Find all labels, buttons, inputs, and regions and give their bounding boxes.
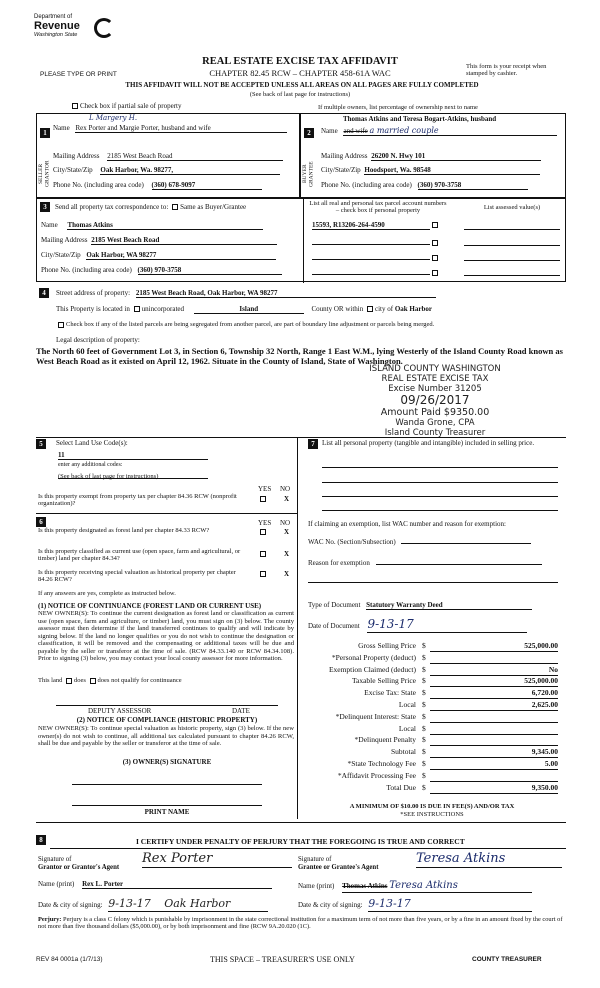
assessed-line[interactable] bbox=[464, 229, 560, 230]
parcel-row-2 bbox=[312, 237, 440, 247]
unincorporated-checkbox[interactable] bbox=[134, 306, 140, 312]
does-not-label: does not qualify for continuance bbox=[97, 677, 182, 684]
notice1-title: (1) NOTICE OF CONTINUANCE (FOREST LAND OR CURRENT USE) bbox=[38, 602, 262, 610]
land-use-label: Select Land Use Code(s): bbox=[56, 439, 128, 447]
assessed-line[interactable] bbox=[464, 245, 560, 246]
section-seller bbox=[36, 113, 300, 198]
buyer-phone-label: Phone No. (including area code) bbox=[321, 181, 412, 189]
perjury-text: Perjury is a class C felony which is punishable by imprisonment in the state correctional institution for a maximum term of not more than five years, or by a fine in an amount fixed by the court of not more than five thousand dollars ($5,000.00), or by both imprisonment and fine (RCW 9A.20.020 (1C). bbox=[38, 916, 563, 931]
deputy-label: DEPUTY ASSESSOR bbox=[88, 707, 152, 715]
fee-line-value[interactable]: No bbox=[430, 666, 558, 676]
parcel-row-4 bbox=[312, 267, 440, 277]
grantee-date-value[interactable]: 9-13-17 bbox=[368, 898, 532, 912]
see-instructions: *SEE INSTRUCTIONS bbox=[400, 811, 464, 818]
seller-side-label: SELLER GRANTOR bbox=[38, 160, 51, 188]
parcel-line[interactable] bbox=[312, 252, 430, 260]
grantee-sig-label bbox=[298, 856, 378, 872]
section-3-number: 3 bbox=[40, 202, 50, 212]
corr-mailing-value[interactable]: 2185 West Beach Road bbox=[91, 236, 277, 245]
parcel-personal-checkbox[interactable] bbox=[432, 240, 438, 246]
fee-line bbox=[298, 641, 566, 652]
notice1-text: NEW OWNER(S): To continue the current designation as forest land or classification as current use (open space, farm and agriculture, or timber) land, you must sign on (3) below. The county assessor must then determine if the land transferred continues to qualify and will indicate by signing below. If the land no longer qualifies or you do not wish to continue the designation or classification, it will be removed and the compensating or additional taxes will be due and payable by the seller or transferor at the time of sale. (RCW 84.33.140 or RCW 84.34.108). Prior to signing (3) below, you may contact your local county assessor for more information. bbox=[38, 610, 294, 663]
fee-line-dollar: $ bbox=[422, 664, 426, 674]
grantor-date-label: Date & city of signing: bbox=[38, 901, 103, 909]
minimum-note: A MINIMUM OF $10.00 IS DUE IN FEE(S) AND/OR TAX bbox=[349, 803, 515, 810]
grantee-name-value[interactable] bbox=[342, 880, 532, 893]
grantee-sig-label2: Grantee or Grantee's Agent bbox=[298, 863, 379, 871]
chapter-line: CHAPTER 82.45 RCW – CHAPTER 458-61A WAC bbox=[209, 68, 391, 78]
corr-name-row bbox=[41, 221, 263, 230]
assessed-line[interactable] bbox=[464, 275, 560, 276]
stamp-signer: Wanda Grone, CPA bbox=[395, 418, 475, 429]
yes-header-5: YES bbox=[258, 485, 272, 493]
exempt-question: Is this property exempt from property tax per chapter 84.36 RCW (nonprofit organization)? bbox=[38, 493, 237, 508]
legal-text: The North 60 feet of Government Lot 3, in Section 6, Township 32 North, Range 1 East W.M., lying Westerly of the Island County Road known as West Beach Road as it existed on April 12, 1962. Situate in the County of Island, State of Washington. bbox=[36, 346, 563, 367]
parcel-row-3 bbox=[312, 252, 440, 262]
land-use-code[interactable]: 11 bbox=[58, 451, 208, 460]
street-value[interactable]: 2185 West Beach Road, Oak Harbor, WA 98277 bbox=[136, 289, 436, 298]
personal-property-line[interactable] bbox=[322, 496, 558, 497]
dor-logo bbox=[34, 14, 114, 54]
seller-name-label: Name bbox=[53, 124, 70, 132]
historic-yes-checkbox[interactable] bbox=[260, 571, 266, 577]
fee-line-label: Taxable Selling Price bbox=[351, 676, 416, 686]
owner-signature-line[interactable] bbox=[72, 784, 262, 785]
section-land-use bbox=[36, 437, 298, 513]
fee-line bbox=[298, 712, 566, 723]
section-1-number: 1 bbox=[40, 128, 50, 138]
parcel-line[interactable] bbox=[312, 237, 430, 245]
section-2-number: 2 bbox=[304, 128, 314, 138]
deputy-signature-line[interactable] bbox=[56, 705, 278, 706]
stamp-tax: REAL ESTATE EXCISE TAX bbox=[381, 373, 489, 384]
grantee-sig-label1: Signature of bbox=[298, 856, 332, 863]
yes-header-6: YES bbox=[258, 519, 272, 527]
corr-mailing-label: Mailing Address bbox=[41, 236, 88, 244]
warning-line: THIS AFFIDAVIT WILL NOT BE ACCEPTED UNLESS ALL AREAS ON ALL PAGES ARE FULLY COMPLETED bbox=[125, 81, 479, 89]
perjury-label: Perjury: bbox=[38, 916, 62, 923]
fee-line bbox=[298, 665, 566, 676]
grantee-name-label: Name (print) bbox=[298, 882, 335, 890]
grantor-sig-label bbox=[38, 856, 119, 872]
wac-label: WAC No. (Section/Subsection) bbox=[308, 538, 396, 546]
land-use-see-back: (See back of last page for instructions) bbox=[58, 473, 159, 480]
seller-name-value[interactable]: Rex Porter and Margie Porter, husband and wife bbox=[75, 124, 287, 133]
fee-line-dollar: $ bbox=[422, 652, 426, 662]
grantor-sig-label2: Grantor or Grantor's Agent bbox=[38, 863, 120, 871]
fee-line-value[interactable]: 5.00 bbox=[430, 760, 558, 770]
fee-line-value[interactable]: 2,625.00 bbox=[430, 701, 558, 711]
seller-handwritten-note: L Margery H. bbox=[89, 114, 138, 122]
buyer-mailing-label: Mailing Address bbox=[321, 152, 368, 160]
doc-type-value[interactable]: Statutory Warranty Deed bbox=[366, 601, 532, 610]
stamp-amount: Amount Paid $9350.00 bbox=[380, 407, 490, 419]
parcel-personal-checkbox[interactable] bbox=[432, 222, 438, 228]
same-as-buyer-checkbox[interactable] bbox=[172, 204, 178, 210]
parcel-row-1 bbox=[312, 221, 440, 230]
please-type: PLEASE TYPE OR PRINT bbox=[40, 71, 117, 78]
exempt-no-x[interactable]: X bbox=[284, 495, 290, 503]
fee-line-label: *Delinquent Interest: State bbox=[335, 711, 416, 721]
exempt-yes-checkbox[interactable] bbox=[260, 496, 266, 502]
located-row bbox=[56, 305, 432, 314]
fee-line-label: Exemption Claimed (deduct) bbox=[328, 664, 416, 674]
fee-line bbox=[298, 700, 566, 711]
parcel-column bbox=[303, 199, 567, 283]
send-correspondence-label: Send all property tax correspondence to: bbox=[55, 203, 169, 211]
seller-phone-label: Phone No. (including area code) bbox=[53, 181, 144, 189]
perjury-note bbox=[38, 916, 564, 931]
fee-line-label: Local bbox=[398, 700, 416, 709]
grantor-signature[interactable]: Rex Porter bbox=[142, 852, 292, 868]
doc-type-row bbox=[308, 601, 532, 610]
doc-date-label: Date of Document bbox=[308, 622, 360, 630]
fee-line bbox=[298, 747, 566, 758]
corr-phone-row bbox=[41, 266, 282, 275]
fee-line-dollar: $ bbox=[422, 711, 426, 721]
grantee-name-hand: Teresa Atkins bbox=[389, 880, 458, 891]
grantor-date: 9-13-17 bbox=[108, 897, 151, 910]
this-land-label: This land bbox=[38, 677, 63, 684]
fee-line-label: Subtotal bbox=[390, 747, 416, 757]
current-use-question: Is this property classified as current use (open space, farm and agricultural, or timber) land per chapter 84.34? bbox=[38, 548, 241, 563]
seller-mailing-row bbox=[53, 152, 283, 161]
fee-line-label: *State Technology Fee bbox=[347, 759, 416, 768]
partial-sale-row bbox=[70, 102, 181, 110]
multiple-owners-note: If multiple owners, list percentage of ownership next to name bbox=[318, 104, 478, 111]
fee-line-value[interactable] bbox=[430, 713, 558, 723]
print-name-line[interactable] bbox=[72, 805, 262, 806]
forest-no-x[interactable]: X bbox=[284, 528, 290, 536]
fee-line-dollar: $ bbox=[422, 688, 426, 698]
fee-line bbox=[298, 724, 566, 735]
treasurer-stamp bbox=[340, 365, 530, 439]
fee-line bbox=[298, 759, 566, 770]
notice2-title: (2) NOTICE OF COMPLIANCE (HISTORIC PROPERTY) bbox=[76, 716, 258, 724]
fee-line-value[interactable] bbox=[430, 654, 558, 664]
buyer-city-value[interactable]: Hoodsport, Wa. 98548 bbox=[364, 166, 540, 175]
section-designations bbox=[36, 513, 298, 819]
deputy-date-label: DATE bbox=[232, 707, 250, 715]
buyer-side-label: BUYER GRANTEE bbox=[302, 161, 315, 187]
corr-phone-value[interactable]: (360) 970-3758 bbox=[138, 266, 282, 275]
fee-line-value[interactable]: 9,350.00 bbox=[430, 784, 558, 794]
certify-text: I CERTIFY UNDER PENALTY OF PERJURY THAT THE FOREGOING IS TRUE AND CORRECT bbox=[136, 837, 465, 846]
fee-line bbox=[298, 676, 566, 687]
fee-line-value[interactable]: 9,345.00 bbox=[430, 748, 558, 758]
personal-property-label: List all personal property (tangible and intangible) included in selling price. bbox=[322, 439, 535, 447]
grantee-name-row bbox=[298, 880, 532, 893]
fee-line-value[interactable]: 525,000.00 bbox=[430, 642, 558, 652]
parcel-line[interactable] bbox=[312, 267, 430, 275]
fee-line-label: *Delinquent Penalty bbox=[354, 735, 416, 745]
partial-sale-checkbox[interactable] bbox=[72, 103, 78, 109]
fee-line bbox=[298, 771, 566, 782]
treasurer-use-only: THIS SPACE – TREASURER'S USE ONLY bbox=[210, 955, 355, 964]
fee-line-label: Total Due bbox=[386, 782, 416, 792]
corr-name-label: Name bbox=[41, 221, 58, 229]
fee-line-label: Gross Selling Price bbox=[358, 641, 416, 650]
certify-underline bbox=[50, 848, 566, 849]
forest-yes-checkbox[interactable] bbox=[260, 529, 266, 535]
seller-city-value[interactable]: Oak Harbor, Wa. 98277, bbox=[100, 166, 280, 175]
located-label: This Property is located in bbox=[56, 305, 130, 313]
seller-phone-row bbox=[53, 181, 262, 190]
corr-phone-label: Phone No. (including area code) bbox=[41, 266, 132, 274]
segregated-row bbox=[56, 321, 434, 328]
grantor-name-value[interactable]: Rex L. Porter bbox=[82, 880, 272, 889]
fee-line-dollar: $ bbox=[422, 770, 426, 780]
seller-city-label: City/State/Zip bbox=[53, 166, 93, 174]
assessed-line[interactable] bbox=[464, 260, 560, 261]
street-row bbox=[56, 289, 436, 298]
section-7-number: 7 bbox=[308, 439, 318, 449]
dor-logo-state: Washington State bbox=[34, 31, 78, 38]
seller-mailing-label: Mailing Address bbox=[53, 152, 100, 160]
historic-question: Is this property receiving special valuation as historical property per chapter 84.26 RCW? bbox=[38, 569, 236, 584]
stamp-county: ISLAND COUNTY WASHINGTON bbox=[369, 364, 501, 374]
reason-line[interactable] bbox=[308, 582, 558, 583]
buyer-mailing-row bbox=[321, 152, 541, 161]
buyer-name-hand: a married couple bbox=[369, 126, 439, 135]
buyer-mailing-value[interactable]: 26200 N. Hwy 101 bbox=[371, 152, 541, 161]
page-title: REAL ESTATE EXCISE TAX AFFIDAVIT bbox=[202, 56, 398, 67]
buyer-name-struck: and wife bbox=[343, 127, 368, 135]
section-correspondence bbox=[36, 198, 566, 282]
county-label: County OR within bbox=[311, 305, 364, 313]
section-sale-details bbox=[298, 437, 566, 819]
dor-logo-dept: Department of bbox=[34, 14, 73, 20]
personal-property-line[interactable] bbox=[322, 467, 558, 468]
current-use-yes-checkbox[interactable] bbox=[260, 551, 266, 557]
parcel-value[interactable]: 15593, R13206-264-4590 bbox=[312, 221, 430, 230]
fee-line-label: Excise Tax: State bbox=[364, 688, 416, 698]
personal-property-line[interactable] bbox=[322, 482, 558, 483]
reason-row bbox=[308, 557, 542, 567]
partial-sale-label: Check box if partial sale of property bbox=[80, 102, 182, 110]
section-4-number: 4 bbox=[39, 288, 49, 298]
grantee-date-label: Date & city of signing: bbox=[298, 901, 363, 909]
does-checkbox[interactable] bbox=[66, 678, 72, 684]
section-certification bbox=[36, 822, 566, 938]
fee-line-dollar: $ bbox=[422, 700, 426, 709]
stamp-office: Island County Treasurer bbox=[384, 427, 486, 438]
fee-line-dollar: $ bbox=[422, 759, 426, 768]
fee-line-value[interactable]: 525,000.00 bbox=[430, 677, 558, 687]
grantor-sig-label1: Signature of bbox=[38, 856, 72, 863]
grantor-name-label: Name (print) bbox=[38, 880, 75, 888]
same-as-buyer-label: Same as Buyer/Grantee bbox=[180, 203, 247, 211]
form-number: REV 84 0001a (1/7/13) bbox=[36, 956, 103, 963]
fee-line-dollar: $ bbox=[422, 676, 426, 686]
fee-line-label: *Affidavit Processing Fee bbox=[337, 770, 416, 780]
fee-line bbox=[298, 735, 566, 746]
fee-line-value[interactable] bbox=[430, 736, 558, 746]
fee-line-dollar: $ bbox=[422, 747, 426, 757]
city-label: city of bbox=[375, 305, 394, 313]
buyer-city-label: City/State/Zip bbox=[321, 166, 361, 174]
segregated-checkbox[interactable] bbox=[58, 322, 64, 328]
does-not-checkbox[interactable] bbox=[90, 678, 96, 684]
reason-value[interactable] bbox=[376, 557, 542, 565]
section-8-number: 8 bbox=[36, 835, 46, 845]
parcel-personal-checkbox[interactable] bbox=[432, 255, 438, 261]
dor-logo-revenue: Revenue bbox=[34, 19, 80, 32]
send-correspondence-row bbox=[55, 203, 246, 211]
fee-line-dollar: $ bbox=[422, 641, 426, 650]
no-header-5: NO bbox=[280, 485, 291, 493]
no-header-6: NO bbox=[280, 519, 291, 527]
seller-mailing-value[interactable]: 2185 West Beach Road bbox=[107, 152, 283, 161]
see-back-header: (See back of last page for instructions) bbox=[249, 91, 351, 98]
wac-row bbox=[308, 536, 531, 546]
notice2-text: NEW OWNER(S): To continue special valuation as historic property, sign (3) below. If the new owner(s) do not wish to continue, all additional tax calculated pursuant to chapter 84.26 RCW, shall be due and payable by the seller or transferor at the time of sale. bbox=[38, 725, 294, 748]
buyer-name-label: Name bbox=[321, 127, 338, 135]
buyer-city-row bbox=[321, 166, 540, 175]
doc-date-value[interactable]: 9-13-17 bbox=[367, 618, 527, 633]
personal-property-line[interactable] bbox=[322, 510, 558, 511]
receipt-note: This form is your receipt when stamped by cashier. bbox=[466, 63, 547, 78]
assessed-header: List assessed value(s) bbox=[483, 204, 541, 211]
seller-phone-value[interactable]: (360) 678-9097 bbox=[152, 181, 262, 190]
section-5-number: 5 bbox=[36, 439, 46, 449]
grantor-name-row bbox=[38, 880, 272, 889]
buyer-phone-row bbox=[321, 181, 528, 190]
reason-label: Reason for exemption bbox=[308, 559, 370, 567]
county-value[interactable]: Island bbox=[194, 305, 304, 314]
fee-line bbox=[298, 688, 566, 699]
grantee-name-print: Thomas Atkins bbox=[342, 882, 388, 890]
fee-line-dollar: $ bbox=[422, 735, 426, 745]
grantor-city: Oak Harbor bbox=[164, 897, 231, 910]
county-treasurer: COUNTY TREASURER bbox=[472, 956, 542, 963]
parcel-header: List all real and personal tax parcel account numbers – check box if personal property bbox=[309, 200, 447, 215]
wa-logo-icon bbox=[94, 18, 114, 38]
fee-line bbox=[298, 653, 566, 664]
parcel-personal-checkbox[interactable] bbox=[432, 270, 438, 276]
fee-line-dollar: $ bbox=[422, 782, 426, 792]
print-name-label: PRINT NAME bbox=[144, 808, 190, 816]
does-label: does bbox=[74, 677, 86, 684]
fee-line-dollar: $ bbox=[422, 723, 426, 733]
doc-date-row bbox=[308, 618, 527, 633]
current-use-no-x[interactable]: X bbox=[284, 550, 290, 558]
corr-city-row bbox=[41, 251, 276, 260]
qualify-row bbox=[38, 677, 182, 684]
historic-no-x[interactable]: X bbox=[284, 570, 290, 578]
corr-name-value[interactable]: Thomas Atkins bbox=[67, 221, 263, 230]
street-label: Street address of property: bbox=[56, 289, 131, 297]
buyer-phone-value[interactable]: (360) 970-3758 bbox=[418, 181, 528, 190]
city-checkbox[interactable] bbox=[367, 306, 373, 312]
corr-city-value[interactable]: Oak Harbor, WA 98277 bbox=[86, 251, 276, 260]
buyer-name-row bbox=[321, 126, 565, 136]
seller-city-row bbox=[53, 166, 280, 175]
section-6-number: 6 bbox=[36, 517, 46, 527]
forest-question: Is this property designated as forest land per chapter 84.33 RCW? bbox=[38, 527, 210, 534]
grantee-date-row bbox=[298, 898, 532, 912]
unincorporated-label: unincorporated bbox=[141, 305, 185, 313]
legal-label: Legal description of property: bbox=[56, 336, 140, 344]
segregated-label: Check box if any of the listed parcels are being segregated from another parcel, are part of boundary line adjustment or parcels being merged. bbox=[66, 321, 435, 328]
corr-city-label: City/State/Zip bbox=[41, 251, 81, 259]
corr-mailing-row bbox=[41, 236, 277, 245]
section-buyer bbox=[300, 113, 566, 198]
if-yes-note: If any answers are yes, complete as instructed below. bbox=[38, 590, 176, 597]
fee-line-value[interactable] bbox=[430, 725, 558, 735]
owner-signature-label: (3) OWNER(S) SIGNATURE bbox=[122, 758, 212, 766]
stamp-excise-number: Excise Number 31205 bbox=[388, 383, 482, 394]
grantee-signature[interactable]: Teresa Atkins bbox=[416, 852, 562, 868]
fee-line-value[interactable]: 6,720.00 bbox=[430, 689, 558, 699]
seller-name-row bbox=[53, 124, 297, 133]
grantor-date-value[interactable] bbox=[108, 898, 268, 912]
wac-value[interactable] bbox=[401, 536, 531, 544]
stamp-date: 09/26/2017 bbox=[400, 393, 470, 408]
buyer-names-line: Thomas Atkins and Teresa Bogart-Atkins, husband bbox=[343, 115, 497, 123]
city-value[interactable]: Oak Harbor bbox=[394, 305, 432, 313]
certify-bar bbox=[36, 822, 566, 832]
grantor-date-row bbox=[38, 898, 268, 912]
additional-codes-label: enter any additional codes: bbox=[58, 462, 123, 468]
doc-type-label: Type of Document bbox=[308, 601, 361, 609]
fee-line-label: Local bbox=[398, 723, 416, 733]
exemption-label: If claiming an exemption, list WAC number and reason for exemption: bbox=[308, 520, 506, 528]
buyer-name-value[interactable] bbox=[343, 126, 557, 136]
fee-line-value[interactable] bbox=[430, 772, 558, 782]
fee-line-label: *Personal Property (deduct) bbox=[331, 652, 416, 662]
fee-line bbox=[298, 783, 566, 794]
